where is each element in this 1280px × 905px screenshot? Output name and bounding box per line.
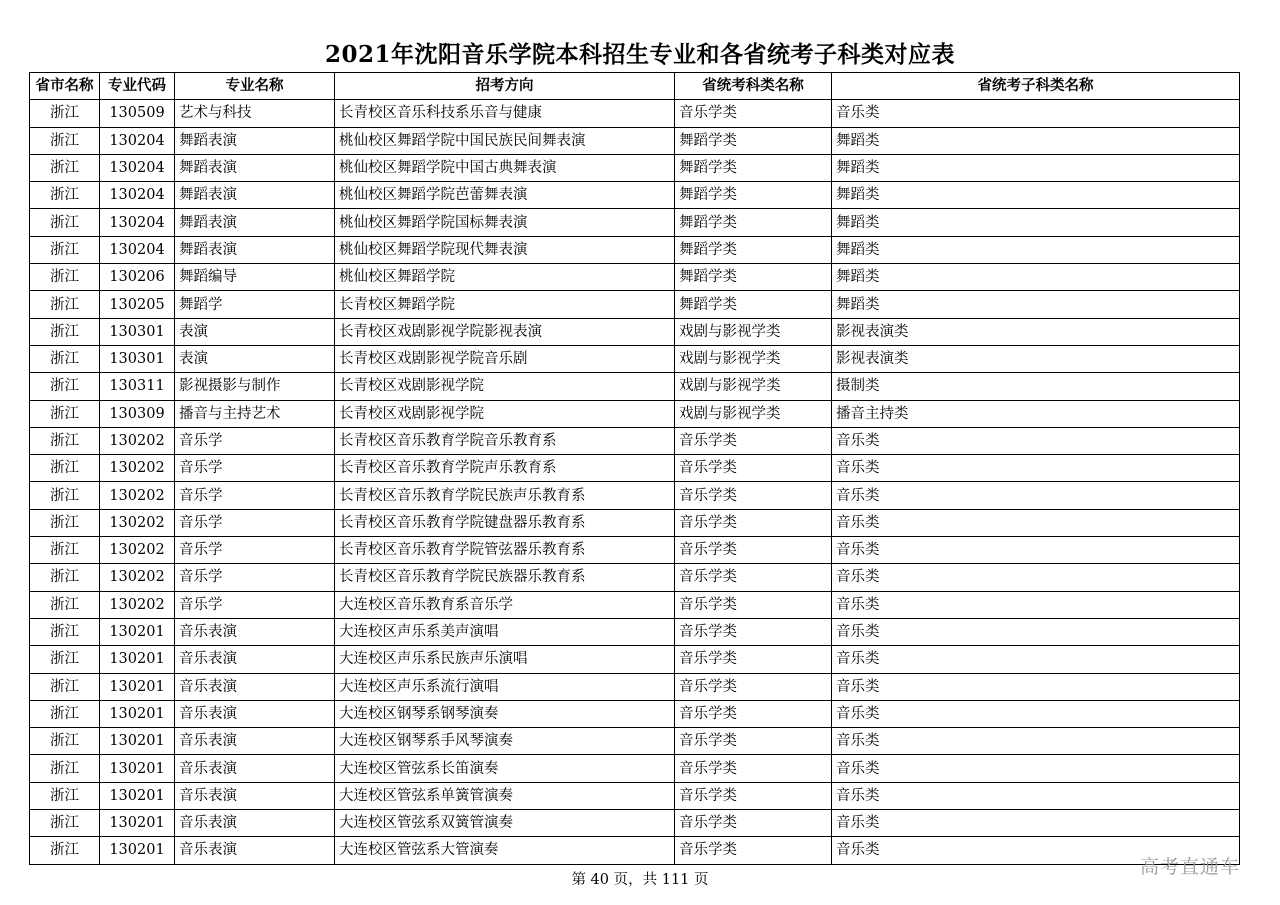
cell-subcategory: 播音主持类 — [832, 400, 1240, 427]
cell-major-name: 音乐学 — [175, 591, 335, 618]
cell-subcategory: 舞蹈类 — [832, 264, 1240, 291]
cell-subcategory: 音乐类 — [832, 755, 1240, 782]
cell-province: 浙江 — [30, 345, 100, 372]
cell-major-code: 130201 — [100, 728, 175, 755]
cell-subcategory: 舞蹈类 — [832, 291, 1240, 318]
table-row — [30, 182, 1240, 209]
cell-category: 音乐学类 — [675, 646, 832, 673]
cell-province: 浙江 — [30, 209, 100, 236]
cell-direction: 长青校区音乐教育学院民族声乐教育系 — [335, 482, 675, 509]
table-row — [30, 100, 1240, 127]
cell-province: 浙江 — [30, 455, 100, 482]
cell-major-name: 播音与主持艺术 — [175, 400, 335, 427]
cell-major-code: 130509 — [100, 100, 175, 127]
cell-direction: 长青校区音乐教育学院管弦器乐教育系 — [335, 537, 675, 564]
cell-direction: 桃仙校区舞蹈学院芭蕾舞表演 — [335, 182, 675, 209]
cell-major-name: 舞蹈表演 — [175, 154, 335, 181]
cell-direction: 大连校区钢琴系手风琴演奏 — [335, 728, 675, 755]
table-row — [30, 427, 1240, 454]
cell-subcategory: 音乐类 — [832, 700, 1240, 727]
table-row — [30, 618, 1240, 645]
table-row — [30, 564, 1240, 591]
cell-category: 音乐学类 — [675, 810, 832, 837]
cell-subcategory: 音乐类 — [832, 837, 1240, 864]
cell-major-name: 音乐学 — [175, 509, 335, 536]
header-major-name: 专业名称 — [175, 73, 335, 100]
cell-major-name: 音乐表演 — [175, 837, 335, 864]
table-row — [30, 646, 1240, 673]
cell-direction: 长青校区戏剧影视学院 — [335, 373, 675, 400]
cell-direction: 长青校区音乐教育学院键盘器乐教育系 — [335, 509, 675, 536]
cell-major-name: 音乐表演 — [175, 782, 335, 809]
cell-major-name: 影视摄影与制作 — [175, 373, 335, 400]
cell-province: 浙江 — [30, 564, 100, 591]
cell-major-name: 舞蹈学 — [175, 291, 335, 318]
cell-province: 浙江 — [30, 509, 100, 536]
page-title: 2021年沈阳音乐学院本科招生专业和各省统考子科类对应表 — [324, 41, 955, 68]
cell-major-code: 130201 — [100, 618, 175, 645]
cell-major-name: 音乐学 — [175, 427, 335, 454]
cell-major-name: 音乐表演 — [175, 810, 335, 837]
table-row — [30, 810, 1240, 837]
cell-major-code: 130202 — [100, 537, 175, 564]
cell-province: 浙江 — [30, 400, 100, 427]
cell-direction: 长青校区戏剧影视学院音乐剧 — [335, 345, 675, 372]
cell-major-code: 130201 — [100, 646, 175, 673]
cell-major-name: 音乐表演 — [175, 728, 335, 755]
cell-subcategory: 音乐类 — [832, 564, 1240, 591]
cell-category: 舞蹈学类 — [675, 236, 832, 263]
cell-major-name: 舞蹈表演 — [175, 182, 335, 209]
cell-direction: 大连校区管弦系单簧管演奏 — [335, 782, 675, 809]
table-row — [30, 755, 1240, 782]
cell-major-code: 130202 — [100, 482, 175, 509]
cell-subcategory: 音乐类 — [832, 618, 1240, 645]
cell-category: 音乐学类 — [675, 728, 832, 755]
cell-major-name: 舞蹈表演 — [175, 236, 335, 263]
table-row — [30, 455, 1240, 482]
cell-direction: 长青校区音乐教育学院民族器乐教育系 — [335, 564, 675, 591]
cell-province: 浙江 — [30, 782, 100, 809]
cell-direction: 桃仙校区舞蹈学院现代舞表演 — [335, 236, 675, 263]
cell-subcategory: 音乐类 — [832, 673, 1240, 700]
cell-province: 浙江 — [30, 182, 100, 209]
cell-subcategory: 舞蹈类 — [832, 154, 1240, 181]
cell-subcategory: 音乐类 — [832, 646, 1240, 673]
cell-category: 音乐学类 — [675, 482, 832, 509]
cell-subcategory: 音乐类 — [832, 537, 1240, 564]
header-subcategory: 省统考子科类名称 — [832, 73, 1240, 100]
cell-direction: 长青校区戏剧影视学院影视表演 — [335, 318, 675, 345]
cell-category: 舞蹈学类 — [675, 182, 832, 209]
cell-direction: 长青校区戏剧影视学院 — [335, 400, 675, 427]
cell-category: 舞蹈学类 — [675, 291, 832, 318]
table-row — [30, 264, 1240, 291]
cell-direction: 桃仙校区舞蹈学院 — [335, 264, 675, 291]
cell-province: 浙江 — [30, 673, 100, 700]
cell-category: 音乐学类 — [675, 837, 832, 864]
table-row — [30, 537, 1240, 564]
table-row — [30, 154, 1240, 181]
cell-category: 音乐学类 — [675, 537, 832, 564]
cell-subcategory: 舞蹈类 — [832, 236, 1240, 263]
cell-major-code: 130309 — [100, 400, 175, 427]
table-row — [30, 373, 1240, 400]
cell-province: 浙江 — [30, 755, 100, 782]
table-row — [30, 345, 1240, 372]
cell-major-code: 130202 — [100, 455, 175, 482]
table-row — [30, 291, 1240, 318]
table-row — [30, 700, 1240, 727]
cell-major-name: 表演 — [175, 318, 335, 345]
cell-major-code: 130204 — [100, 127, 175, 154]
cell-direction: 大连校区管弦系双簧管演奏 — [335, 810, 675, 837]
cell-direction: 大连校区音乐教育系音乐学 — [335, 591, 675, 618]
cell-province: 浙江 — [30, 100, 100, 127]
cell-direction: 长青校区舞蹈学院 — [335, 291, 675, 318]
cell-category: 舞蹈学类 — [675, 209, 832, 236]
table-row — [30, 591, 1240, 618]
cell-major-code: 130204 — [100, 154, 175, 181]
cell-major-code: 130204 — [100, 236, 175, 263]
cell-province: 浙江 — [30, 837, 100, 864]
cell-province: 浙江 — [30, 728, 100, 755]
table-row — [30, 782, 1240, 809]
cell-direction: 大连校区钢琴系钢琴演奏 — [335, 700, 675, 727]
cell-major-code: 130202 — [100, 509, 175, 536]
table-row — [30, 318, 1240, 345]
cell-category: 音乐学类 — [675, 509, 832, 536]
cell-major-name: 音乐学 — [175, 564, 335, 591]
cell-major-name: 舞蹈表演 — [175, 127, 335, 154]
cell-subcategory: 影视表演类 — [832, 345, 1240, 372]
cell-subcategory: 影视表演类 — [832, 318, 1240, 345]
table-row — [30, 728, 1240, 755]
cell-subcategory: 摄制类 — [832, 373, 1240, 400]
table-row — [30, 127, 1240, 154]
cell-subcategory: 舞蹈类 — [832, 182, 1240, 209]
cell-subcategory: 音乐类 — [832, 509, 1240, 536]
cell-category: 音乐学类 — [675, 591, 832, 618]
cell-major-name: 音乐表演 — [175, 755, 335, 782]
cell-province: 浙江 — [30, 291, 100, 318]
cell-major-code: 130206 — [100, 264, 175, 291]
cell-province: 浙江 — [30, 127, 100, 154]
cell-major-name: 表演 — [175, 345, 335, 372]
cell-province: 浙江 — [30, 646, 100, 673]
cell-category: 音乐学类 — [675, 755, 832, 782]
cell-major-code: 130201 — [100, 700, 175, 727]
cell-category: 戏剧与影视学类 — [675, 373, 832, 400]
header-major-code: 专业代码 — [100, 73, 175, 100]
header-category: 省统考科类名称 — [675, 73, 832, 100]
cell-major-code: 130301 — [100, 345, 175, 372]
cell-province: 浙江 — [30, 618, 100, 645]
table-row — [30, 400, 1240, 427]
cell-direction: 桃仙校区舞蹈学院中国民族民间舞表演 — [335, 127, 675, 154]
cell-direction: 大连校区声乐系民族声乐演唱 — [335, 646, 675, 673]
cell-major-code: 130201 — [100, 782, 175, 809]
cell-major-code: 130201 — [100, 673, 175, 700]
cell-major-name: 音乐表演 — [175, 618, 335, 645]
table-row — [30, 673, 1240, 700]
table-header-row — [30, 73, 1240, 100]
cell-category: 舞蹈学类 — [675, 127, 832, 154]
header-direction: 招考方向 — [335, 73, 675, 100]
cell-major-code: 130205 — [100, 291, 175, 318]
cell-major-code: 130202 — [100, 427, 175, 454]
cell-major-name: 音乐表演 — [175, 700, 335, 727]
cell-direction: 长青校区音乐科技系乐音与健康 — [335, 100, 675, 127]
cell-province: 浙江 — [30, 264, 100, 291]
cell-direction: 桃仙校区舞蹈学院中国古典舞表演 — [335, 154, 675, 181]
cell-province: 浙江 — [30, 427, 100, 454]
table-row — [30, 509, 1240, 536]
table-body — [30, 100, 1240, 864]
cell-major-code: 130201 — [100, 810, 175, 837]
cell-category: 音乐学类 — [675, 100, 832, 127]
cell-direction: 大连校区管弦系长笛演奏 — [335, 755, 675, 782]
cell-province: 浙江 — [30, 373, 100, 400]
cell-subcategory: 舞蹈类 — [832, 127, 1240, 154]
cell-direction: 桃仙校区舞蹈学院国标舞表演 — [335, 209, 675, 236]
cell-subcategory: 音乐类 — [832, 728, 1240, 755]
cell-category: 音乐学类 — [675, 618, 832, 645]
cell-subcategory: 音乐类 — [832, 482, 1240, 509]
cell-major-code: 130311 — [100, 373, 175, 400]
cell-subcategory: 音乐类 — [832, 455, 1240, 482]
cell-category: 戏剧与影视学类 — [675, 400, 832, 427]
cell-major-name: 艺术与科技 — [175, 100, 335, 127]
cell-subcategory: 音乐类 — [832, 100, 1240, 127]
cell-province: 浙江 — [30, 236, 100, 263]
cell-category: 音乐学类 — [675, 455, 832, 482]
cell-category: 音乐学类 — [675, 427, 832, 454]
cell-category: 音乐学类 — [675, 700, 832, 727]
cell-category: 舞蹈学类 — [675, 154, 832, 181]
cell-major-code: 130201 — [100, 755, 175, 782]
cell-major-code: 130301 — [100, 318, 175, 345]
cell-subcategory: 音乐类 — [832, 427, 1240, 454]
cell-subcategory: 音乐类 — [832, 782, 1240, 809]
cell-direction: 大连校区管弦系大管演奏 — [335, 837, 675, 864]
cell-category: 戏剧与影视学类 — [675, 345, 832, 372]
table-row — [30, 209, 1240, 236]
table-row — [30, 837, 1240, 864]
cell-province: 浙江 — [30, 810, 100, 837]
cell-province: 浙江 — [30, 318, 100, 345]
watermark: 高考直通车 — [1140, 856, 1241, 878]
cell-province: 浙江 — [30, 154, 100, 181]
cell-direction: 大连校区声乐系流行演唱 — [335, 673, 675, 700]
admissions-table — [29, 72, 1240, 865]
cell-major-name: 音乐表演 — [175, 673, 335, 700]
cell-province: 浙江 — [30, 482, 100, 509]
cell-major-name: 音乐学 — [175, 537, 335, 564]
cell-direction: 长青校区音乐教育学院音乐教育系 — [335, 427, 675, 454]
cell-direction: 长青校区音乐教育学院声乐教育系 — [335, 455, 675, 482]
cell-major-code: 130202 — [100, 564, 175, 591]
cell-major-name: 音乐学 — [175, 482, 335, 509]
cell-major-name: 舞蹈编导 — [175, 264, 335, 291]
cell-category: 舞蹈学类 — [675, 264, 832, 291]
cell-major-code: 130201 — [100, 837, 175, 864]
cell-subcategory: 音乐类 — [832, 810, 1240, 837]
cell-major-name: 音乐表演 — [175, 646, 335, 673]
cell-major-code: 130204 — [100, 182, 175, 209]
cell-major-name: 舞蹈表演 — [175, 209, 335, 236]
cell-province: 浙江 — [30, 591, 100, 618]
table-row — [30, 236, 1240, 263]
cell-direction: 大连校区声乐系美声演唱 — [335, 618, 675, 645]
header-province: 省市名称 — [30, 73, 100, 100]
cell-category: 音乐学类 — [675, 673, 832, 700]
cell-subcategory: 舞蹈类 — [832, 209, 1240, 236]
cell-subcategory: 音乐类 — [832, 591, 1240, 618]
cell-category: 音乐学类 — [675, 564, 832, 591]
cell-province: 浙江 — [30, 537, 100, 564]
cell-category: 音乐学类 — [675, 782, 832, 809]
cell-category: 戏剧与影视学类 — [675, 318, 832, 345]
cell-major-code: 130202 — [100, 591, 175, 618]
table-row — [30, 482, 1240, 509]
cell-province: 浙江 — [30, 700, 100, 727]
cell-major-code: 130204 — [100, 209, 175, 236]
page-footer: 第 40 页，共 111 页 — [571, 872, 709, 888]
cell-major-name: 音乐学 — [175, 455, 335, 482]
